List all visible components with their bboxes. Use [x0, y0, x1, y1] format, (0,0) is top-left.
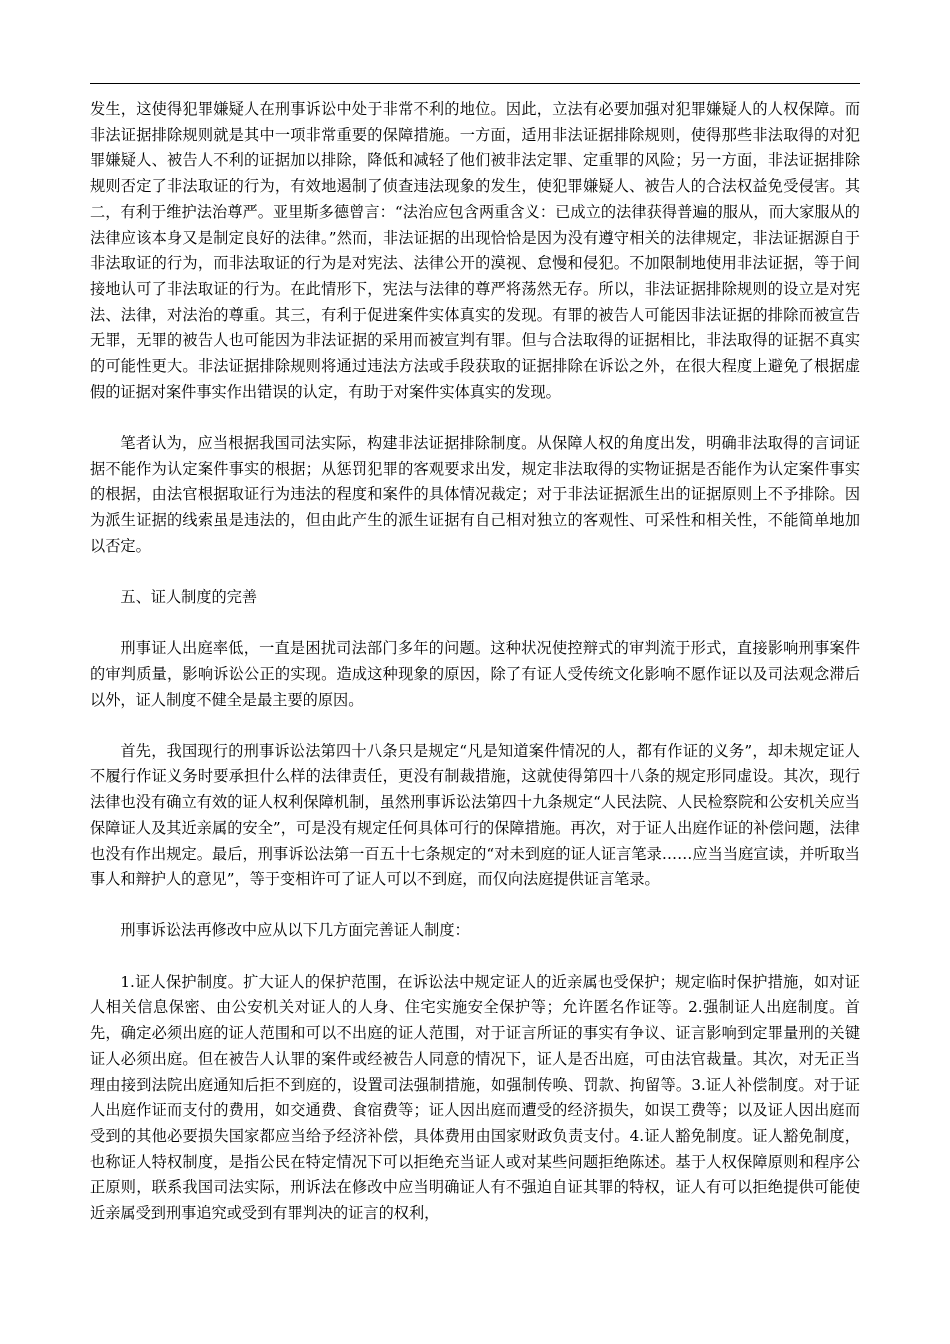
paragraph-reform-measures: 1.证人保护制度。扩大证人的保护范围，在诉讼法中规定证人的近亲属也受保护；规定临时保护措施，如对证人相关信息保密、由公安机关对证人的人身、住宅实施安全保护等；允许匿名作证等。2.强制证人出庭制度。首先，确定必须出庭的证人范围和可以不出庭的证人范围，对于证言所证的事实有争议、证言影响到定罪量刑的关键证人必须出庭。但在被告人认罪的案件或经被告人同意的情况下，证人是否出庭，可由法官裁量。其次，对无正当理由接到法院出庭通知后拒不到庭的，设置司法强制措施，如强制传唤、罚款、拘留等。3.证人补偿制度。对于证人出庭作证而支付的费用，如交通费、食宿费等；证人因出庭而遭受的经济损失，如误工费等；以及证人因出庭而受到的其他必要损失国家都应当给予经济补偿，具体费用由国家财政负责支付。4.证人豁免制度。证人豁免制度，也称证人特权制度，是指公民在特定情况下可以拒绝充当证人或对某些问题拒绝陈述。基于人权保障原则和程序公正原则，联系我国司法实际，刑诉法在修改中应当明确证人有不强迫自证其罪的特权，证人有可以拒绝提供可能使近亲属受到刑事追究或受到有罪判决的证言的权利，	[90, 972, 860, 1223]
header-rule	[90, 83, 860, 84]
paragraph-witness-attendance: 刑事证人出庭率低，一直是困扰司法部门多年的问题。这种状况使控辩式的审判流于形式，直接影响刑事案件的审判质量，影响诉讼公正的实现。造成这种现象的原因，除了有证人受传统文化影响不愿作证以及司法观念滞后以外，证人制度不健全是最主要的原因。	[90, 639, 860, 709]
paragraph-current-law: 首先，我国现行的刑事诉讼法第四十八条只是规定“凡是知道案件情况的人，都有作证的义务”，却未规定证人不履行作证义务时要承担什么样的法律责任，更没有制裁措施，这就使得第四十八条的规定形同虚设。其次，现行法律也没有确立有效的证人权利保障机制，虽然刑事诉讼法第四十九条规定“人民法院、人民检察院和公安机关应当保障证人及其近亲属的安全”，可是没有规定任何具体可行的保障措施。再次，对于证人出庭作证的补偿问题，法律也没有作出规定。最后，刑事诉讼法第一百五十七条规定的“对未到庭的证人证言笔录……应当当庭宣读，并听取当事人和辩护人的意见”，等于变相许可了证人可以不到庭，而仅向法庭提供证言笔录。	[90, 741, 860, 889]
document-body	[90, 97, 860, 1227]
section-heading-witness-system: 五、证人制度的完善	[120, 587, 258, 606]
paragraph-continuation: 发生，这使得犯罪嫌疑人在刑事诉讼中处于非常不利的地位。因此，立法有必要加强对犯罪嫌疑人的人权保障。而非法证据排除规则就是其中一项非常重要的保障措施。一方面，适用非法证据排除规则，使得那些非法取得的对犯罪嫌疑人、被告人不利的证据加以排除，降低和减轻了他们被非法定罪、定重罪的风险；另一方面，非法证据排除规则否定了非法取证的行为，有效地遏制了侦查违法现象的发生，使犯罪嫌疑人、被告人的合法权益免受侵害。其二，有利于维护法治尊严。亚里斯多德曾言：“法治应包含两重含义：已成立的法律获得普遍的服从，而大家服从的法律应该本身又是制定良好的法律。”然而，非法证据的出现恰恰是因为没有遵守相关的法律规定，非法证据源自于非法取证的行为，而非法取证的行为是对宪法、法律公开的漠视、怠慢和侵犯。不加限制地使用非法证据，等于间接地认可了非法取证的行为。在此情形下，宪法与法律的尊严将荡然无存。所以，非法证据排除规则的设立是对宪法、法律，对法治的尊重。其三，有利于促进案件实体真实的发现。有罪的被告人可能因非法证据的排除而被宣告无罪，无罪的被告人也可能因为非法证据的采用而被宣判有罪。但与合法取得的证据相比，非法取得的证据不真实的可能性更大。非法证据排除规则将通过违法方法或手段获取的证据排除在诉讼之外，在很大程度上避免了根据虚假的证据对案件事实作出错误的认定，有助于对案件实体真实的发现。	[90, 100, 860, 401]
paragraph-reform-intro: 刑事诉讼法再修改中应从以下几方面完善证人制度：	[120, 921, 470, 940]
paragraph-author-view: 笔者认为，应当根据我国司法实际，构建非法证据排除制度。从保障人权的角度出发，明确非法取得的言词证据不能作为认定案件事实的根据；从惩罚犯罪的客观要求出发，规定非法取得的实物证据是否能作为认定案件事实的根据，由法官根据取证行为违法的程度和案件的具体情况裁定；对于非法证据派生出的证据原则上不予排除。因为派生证据的线索虽是违法的，但由此产生的派生证据有自己相对独立的客观性、可采性和相关性，不能简单地加以否定。	[90, 433, 860, 555]
